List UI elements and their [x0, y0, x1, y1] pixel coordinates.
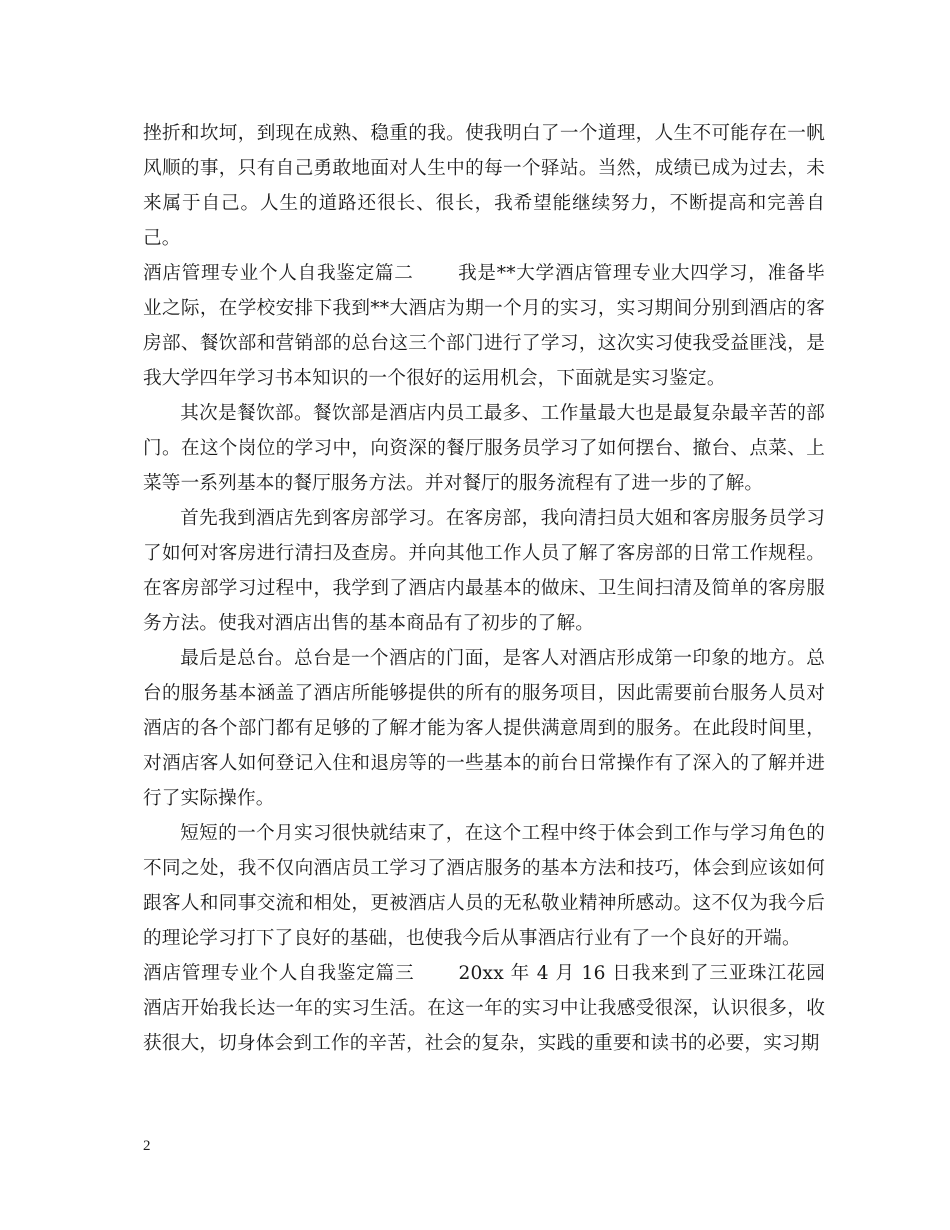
- paragraph-text: 首先我到酒店先到客房部学习。在客房部，我向清扫员大姐和客房服务员学习了如何对客房进行清扫及查房。并向其他工作人员了解了客房部的日常工作规程。在客房部学习过程中，我学到了酒店内最基本的做床、卫生间扫清及简单的客房服务方法。使我对酒店出售的基本商品有了初步的了解。: [143, 508, 825, 634]
- page-number: 2: [143, 1138, 151, 1154]
- paragraph-text: 短短的一个月实习很快就结束了，在这个工程中终于体会到工作与学习角色的不同之处，我不仅向酒店员工学习了酒店服务的基本方法和技巧，体会到应该如何跟客人和同事交流和相处，更被酒店人员的无私敬业精神所感动。这不仅为我今后的理论学习打下了良好的基础，也使我今后从事酒店行业有了一个良好的开端。: [143, 823, 825, 949]
- paragraph-text: 其次是餐饮部。餐饮部是酒店内员工最多、工作量最大也是最复杂最辛苦的部门。在这个岗位的学习中，向资深的餐厅服务员学习了如何摆台、撤台、点菜、上菜等一系列基本的餐厅服务方法。并对餐厅的服务流程有了进一步的了解。: [143, 403, 825, 494]
- paragraph-with-heading: [143, 956, 825, 1061]
- paragraph: [143, 641, 825, 816]
- paragraph-text: 最后是总台。总台是一个酒店的门面，是客人对酒店形成第一印象的地方。总台的服务基本涵盖了酒店所能够提供的所有的服务项目，因此需要前台服务人员对酒店的各个部门都有足够的了解才能为客人提供满意周到的服务。在此段时间里，对酒店客人如何登记入住和退房等的一些基本的前台日常操作有了深入的了解并进行了实际操作。: [143, 648, 825, 809]
- paragraph-with-heading: [143, 256, 825, 396]
- section-heading: 酒店管理专业个人自我鉴定篇二: [143, 263, 414, 284]
- document-body: [143, 116, 825, 1061]
- paragraph-text: 我是**大学酒店管理专业大四学习，准备毕业之际，在学校安排下我到**大酒店为期一个月的实习，实习期间分别到酒店的客房部、餐饮部和营销部的总台这三个部门进行了学习，这次实习使我受益匪浅，是我大学四年学习书本知识的一个很好的运用机会，下面就是实习鉴定。: [143, 263, 825, 389]
- paragraph: [143, 116, 825, 256]
- paragraph-text: 挫折和坎坷，到现在成熟、稳重的我。使我明白了一个道理，人生不可能存在一帆风顺的事，只有自己勇敢地面对人生中的每一个驿站。当然，成绩已成为过去，未来属于自己。人生的道路还很长、很长，我希望能继续努力，不断提高和完善自己。: [143, 123, 825, 249]
- paragraph: [143, 396, 825, 501]
- paragraph: [143, 816, 825, 956]
- paragraph-text: 20xx 年 4 月 16 日我来到了三亚珠江花园酒店开始我长达一年的实习生活。在这一年的实习中让我感受很深，认识很多，收获很大，切身体会到工作的辛苦，社会的复杂，实践的重要和读书的必要，实习期: [143, 963, 825, 1054]
- paragraph: [143, 501, 825, 641]
- section-heading: 酒店管理专业个人自我鉴定篇三: [143, 963, 415, 984]
